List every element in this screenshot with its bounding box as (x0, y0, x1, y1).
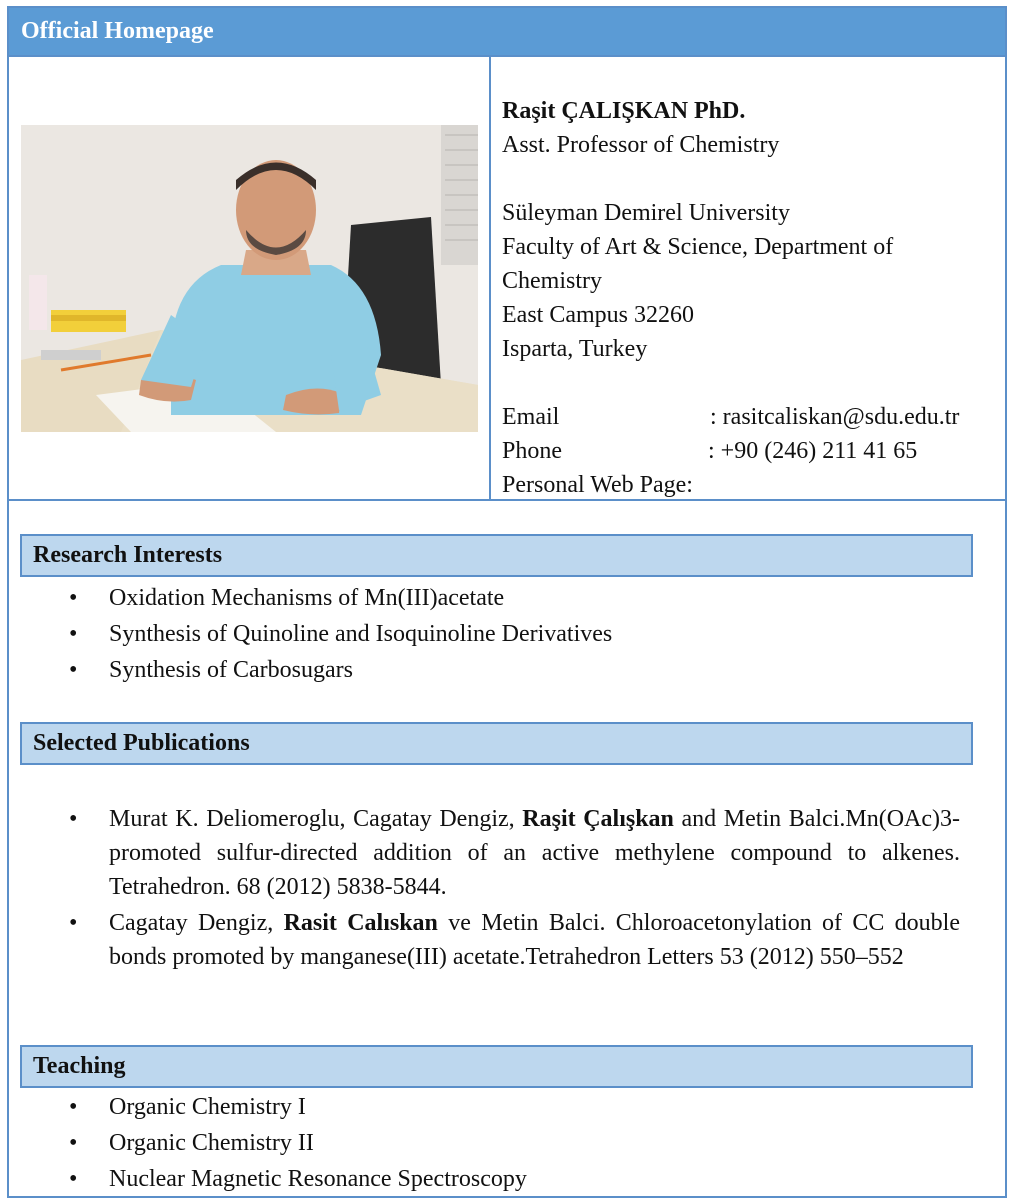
page-title-bar (9, 8, 1005, 55)
research-interests-heading (20, 534, 973, 577)
list-item-text: Synthesis of Quinoline and Isoquinoline Derivatives (109, 621, 613, 647)
profile-header (9, 55, 1005, 501)
citation-details: and Metin Balci.Mn(OAc)3-promoted sulfur-directed addition of an active methylene compound to alkenes. Tetrahedron. 68 (2012) 5838-5844. (109, 806, 961, 900)
research-interests-list (9, 580, 999, 688)
campus-address: East Campus 32260 (502, 302, 694, 328)
list-item-text: Oxidation Mechanisms of Mn(III)acetate (109, 585, 505, 611)
city-address: Isparta, Turkey (502, 336, 648, 362)
list-item (9, 1125, 999, 1161)
email-link[interactable]: : rasitcaliskan@sdu.edu.tr (710, 404, 960, 430)
faculty-line-2: Chemistry (502, 268, 602, 294)
teaching-title: Teaching (33, 1053, 126, 1079)
citation-details: ve Metin Balci. Chloroacetonylation of CC double bonds promoted by manganese(III) acetate.Tetrahedron Letters 53 (2012) 550–552 (109, 910, 961, 970)
publication-citation (109, 802, 960, 904)
list-item (9, 906, 960, 974)
contact-block (502, 94, 1002, 502)
email-label: Email (502, 404, 560, 430)
phone-value: : +90 (246) 211 41 65 (708, 438, 918, 464)
bullet-icon: • (69, 806, 78, 832)
page-title: Official Homepage (21, 18, 214, 44)
bullet-icon: • (69, 1094, 78, 1120)
bullet-icon: • (69, 621, 78, 647)
publications-list (9, 802, 960, 974)
list-item (9, 1161, 999, 1197)
faculty-line-1: Faculty of Art & Science, Department of (502, 234, 894, 260)
list-item (9, 580, 999, 616)
bullet-icon: • (69, 1166, 78, 1192)
research-interests-title: Research Interests (33, 542, 223, 568)
citation-highlight-author: Raşit Çalışkan (522, 806, 674, 832)
list-item (9, 802, 960, 904)
phone-row (502, 434, 1002, 468)
person-position: Asst. Professor of Chemistry (502, 132, 780, 158)
bullet-icon: • (69, 585, 78, 611)
bullet-icon: • (69, 1130, 78, 1156)
citation-authors: Cagatay Dengiz, (109, 910, 284, 936)
teaching-heading (20, 1045, 973, 1088)
portrait-illustration (21, 125, 478, 432)
university-name: Süleyman Demirel University (502, 200, 790, 226)
personal-web-page-label: Personal Web Page: (502, 472, 693, 498)
selected-publications-title: Selected Publications (33, 730, 250, 756)
bullet-icon: • (69, 657, 78, 683)
email-row (502, 400, 1002, 434)
list-item-text: Nuclear Magnetic Resonance Spectroscopy (109, 1166, 527, 1192)
person-name: Raşit ÇALIŞKAN PhD. (502, 98, 746, 124)
list-item (9, 616, 999, 652)
citation-highlight-author: Rasit Calıskan (283, 910, 438, 936)
selected-publications-heading (20, 722, 973, 765)
list-item-text: Organic Chemistry I (109, 1094, 306, 1120)
list-item-text: Synthesis of Carbosugars (109, 657, 353, 683)
page-frame (7, 6, 1007, 1198)
teaching-list (9, 1089, 999, 1197)
list-item (9, 1089, 999, 1125)
list-item-text: Organic Chemistry II (109, 1130, 314, 1156)
citation-authors: Murat K. Deliomeroglu, Cagatay Dengiz, (109, 806, 523, 832)
publication-citation (109, 906, 960, 974)
phone-label: Phone (502, 438, 562, 464)
profile-photo (21, 125, 478, 432)
list-item (9, 652, 999, 688)
column-divider (489, 57, 491, 501)
bullet-icon: • (69, 910, 78, 936)
